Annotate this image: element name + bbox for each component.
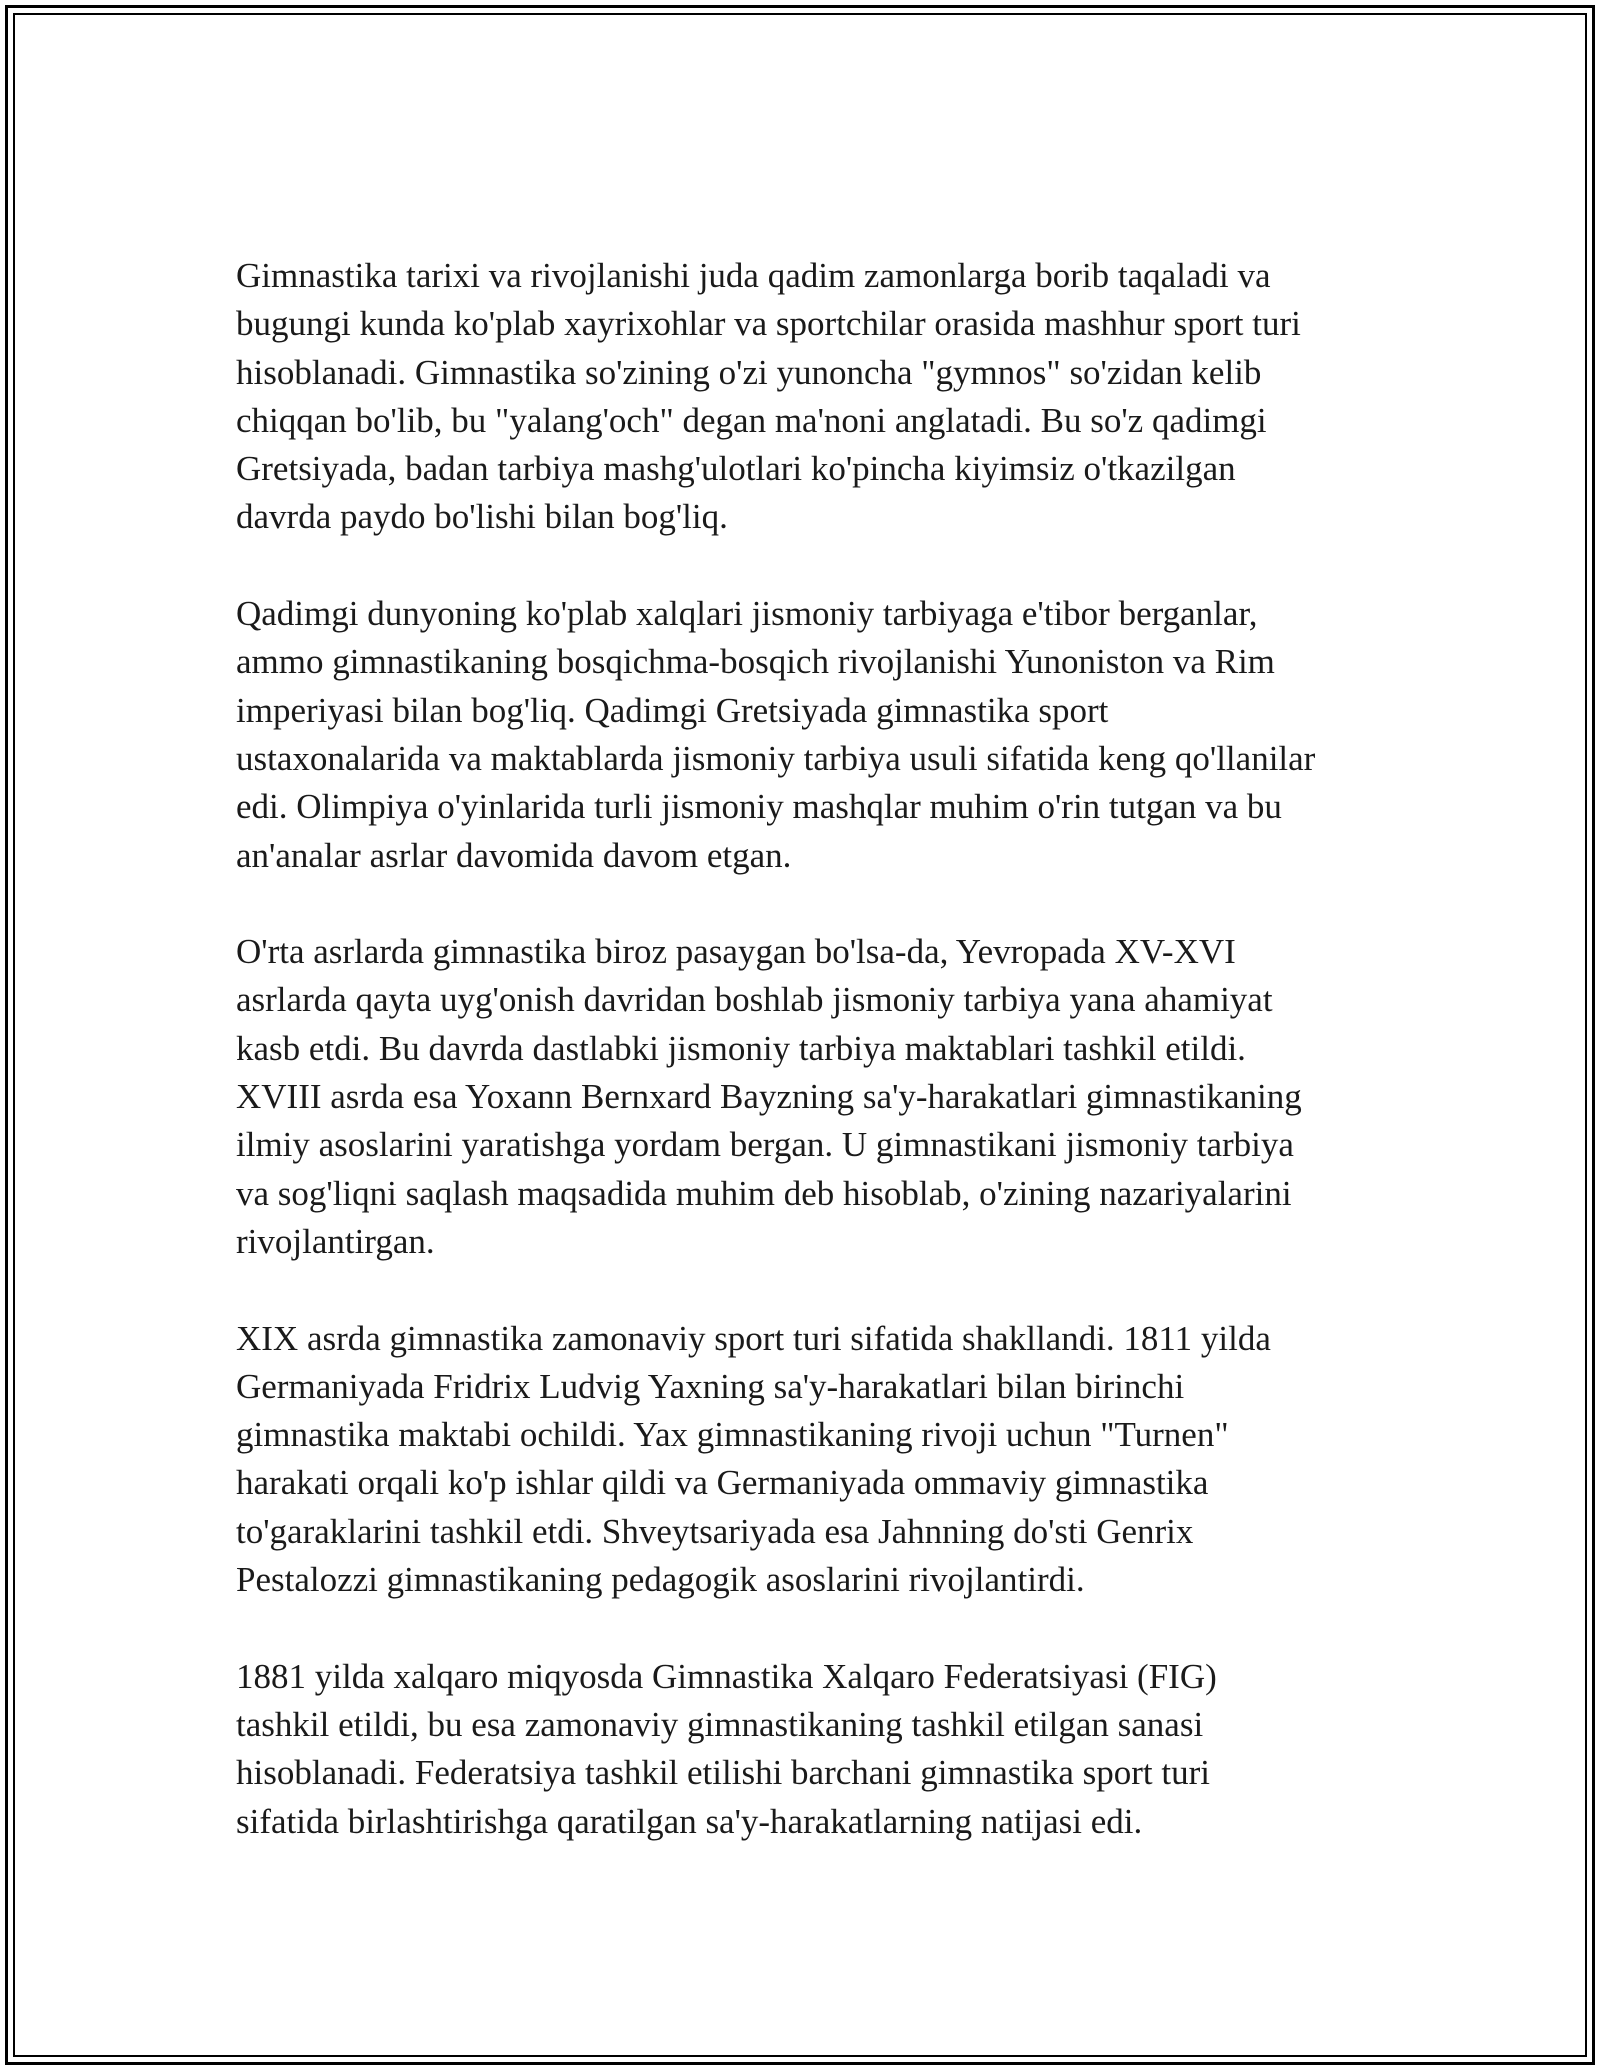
text-line: imperiyasi bilan bog'liq. Qadimgi Gretsiyada gimnastika sport xyxy=(236,690,1109,730)
text-line: tashkil etildi, bu esa zamonaviy gimnastikaning tashkil etilgan sanasi xyxy=(236,1704,1204,1744)
text-line: edi. Olimpiya o'yinlarida turli jismoniy mashqlar muhim o'rin tutgan va bu xyxy=(236,787,1282,827)
text-line: ustaxonalarida va maktablarda jismoniy tarbiya usuli sifatida keng qo'llanilar xyxy=(236,738,1316,778)
text-line: an'analar asrlar davomida davom etgan. xyxy=(236,835,792,875)
text-line: sifatida birlashtirishga qaratilgan sa'y-harakatlarning natijasi edi. xyxy=(236,1801,1143,1841)
text-line: XIX asrda gimnastika zamonaviy sport turi sifatida shakllandi. 1811 yilda xyxy=(236,1318,1271,1358)
text-line: Qadimgi dunyoning ko'plab xalqlari jismoniy tarbiyaga e'tibor berganlar, xyxy=(236,594,1258,634)
text-line: harakati orqali ko'p ishlar qildi va Germaniyada ommaviy gimnastika xyxy=(236,1463,1209,1503)
paragraph-2 xyxy=(236,590,1376,880)
text-line: kasb etdi. Bu davrda dastlabki jismoniy tarbiya maktablari tashkil etildi. xyxy=(236,1028,1246,1068)
text-line: gimnastika maktabi ochildi. Yax gimnastikaning rivoji uchun "Turnen" xyxy=(236,1415,1229,1455)
text-line: hisoblanadi. Federatsiya tashkil etilishi barchani gimnastika sport turi xyxy=(236,1753,1210,1793)
paragraph-1 xyxy=(236,252,1376,542)
text-line: Germaniyada Fridrix Ludvig Yaxning sa'y-harakatlari bilan birinchi xyxy=(236,1366,1185,1406)
text-line: O'rta asrlarda gimnastika biroz pasaygan bo'lsa-da, Yevropada XV-XVI xyxy=(236,932,1236,972)
paragraph-4 xyxy=(236,1315,1376,1605)
text-line: Pestalozzi gimnastikaning pedagogik asoslarini rivojlantirdi. xyxy=(236,1560,1085,1600)
text-line: to'garaklarini tashkil etdi. Shveytsariyada esa Jahnning do'sti Genrix xyxy=(236,1511,1194,1551)
text-line: ammo gimnastikaning bosqichma-bosqich rivojlanishi Yunoniston va Rim xyxy=(236,642,1275,682)
paragraph-3 xyxy=(236,928,1376,1266)
text-line: hisoblanadi. Gimnastika so'zining o'zi yunoncha "gymnos" so'zidan kelib xyxy=(236,352,1262,392)
text-line: asrlarda qayta uyg'onish davridan boshlab jismoniy tarbiya yana ahamiyat xyxy=(236,980,1273,1020)
text-line: chiqqan bo'lib, bu "yalang'och" degan ma'noni anglatadi. Bu so'z qadimgi xyxy=(236,400,1267,440)
text-line: ilmiy asoslarini yaratishga yordam bergan. U gimnastikani jismoniy tarbiya xyxy=(236,1125,1294,1165)
text-line: va sog'liqni saqlash maqsadida muhim deb hisoblab, o'zining nazariyalarini xyxy=(236,1173,1292,1213)
text-line: Gretsiyada, badan tarbiya mashg'ulotlari ko'pincha kiyimsiz o'tkazilgan xyxy=(236,449,1236,489)
document-body xyxy=(236,252,1376,1894)
text-line: bugungi kunda ko'plab xayrixohlar va sportchilar orasida mashhur sport turi xyxy=(236,304,1301,344)
text-line: davrda paydo bo'lishi bilan bog'liq. xyxy=(236,497,728,537)
text-line: 1881 yilda xalqaro miqyosda Gimnastika Xalqaro Federatsiyasi (FIG) xyxy=(236,1656,1217,1696)
text-line: rivojlantirgan. xyxy=(236,1221,435,1261)
paragraph-5 xyxy=(236,1653,1376,1846)
text-line: Gimnastika tarixi va rivojlanishi juda qadim zamonlarga borib taqaladi va xyxy=(236,256,1271,295)
text-line: XVIII asrda esa Yoxann Bernxard Bayzning sa'y-harakatlari gimnastikaning xyxy=(236,1077,1302,1117)
